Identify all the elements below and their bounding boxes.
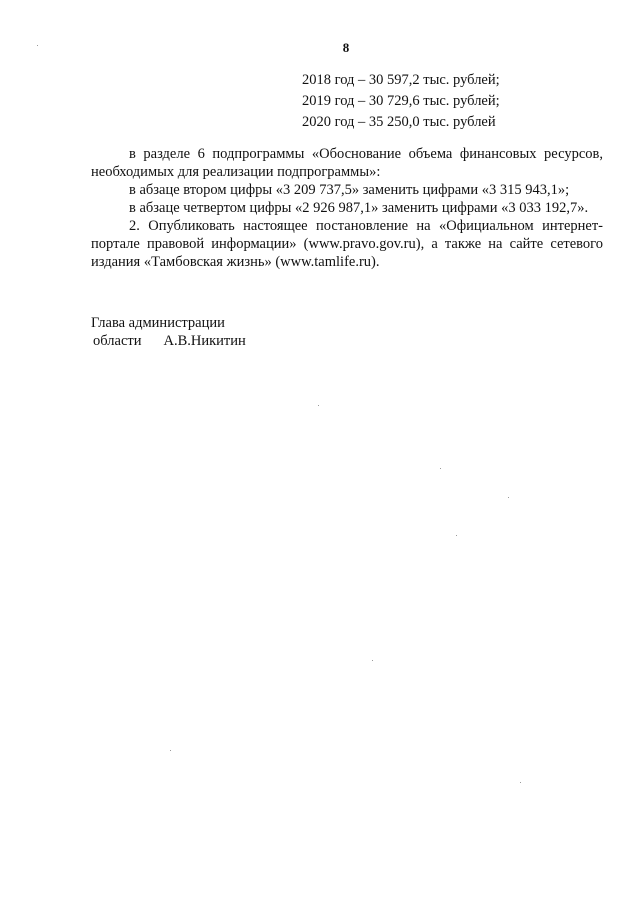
signature-title-line1: Глава администрации xyxy=(91,315,225,331)
scan-speck xyxy=(37,45,38,46)
scan-speck xyxy=(170,750,171,751)
budget-line-2020: 2020 год – 35 250,0 тыс. рублей xyxy=(302,114,496,130)
signature-name: А.В.Никитин xyxy=(163,333,246,349)
paragraph-section6: в разделе 6 подпрограммы «Обоснование объема финансовых ресурсов, необходимых для реализации подпрограммы»: xyxy=(91,146,603,180)
signature-line2 xyxy=(91,332,246,350)
signature-title-line2: области xyxy=(93,333,142,349)
scan-speck xyxy=(440,468,441,469)
signature-block xyxy=(91,314,246,350)
scan-speck xyxy=(456,535,457,536)
budget-line-2018: 2018 год – 30 597,2 тыс. рублей; xyxy=(302,72,500,88)
page-number: 8 xyxy=(342,40,350,55)
document-body xyxy=(91,145,603,271)
scan-speck xyxy=(318,405,319,406)
scan-speck xyxy=(520,782,521,783)
budget-line-2019: 2019 год – 30 729,6 тыс. рублей; xyxy=(302,93,500,109)
scan-speck xyxy=(372,660,373,661)
scan-speck xyxy=(508,497,509,498)
paragraph-publish: 2. Опубликовать настоящее постановление на «Официальном интернет-портале правовой информации» (www.pravo.gov.ru), а также на сайте сетевого издания «Тамбовская жизнь» (www.tamlife.ru). xyxy=(91,218,603,270)
paragraph-abzac2: в абзаце втором цифры «3 209 737,5» заменить цифрами «3 315 943,1»; xyxy=(129,182,570,198)
budget-lines xyxy=(302,70,500,133)
paragraph-abzac4: в абзаце четвертом цифры «2 926 987,1» заменить цифрами «3 033 192,7». xyxy=(129,200,589,216)
